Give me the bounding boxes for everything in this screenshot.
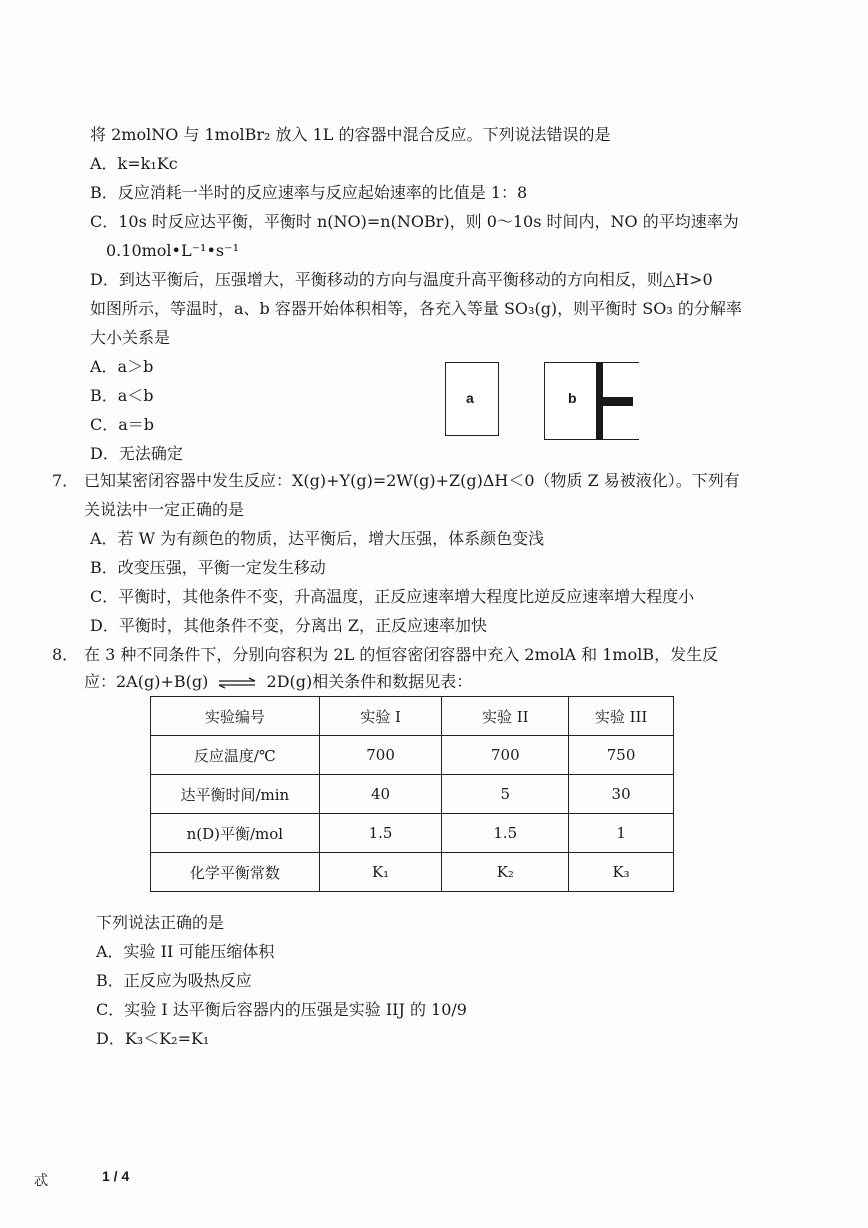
q6-option-a: A．a＞b	[90, 357, 154, 376]
table-cell: 750	[569, 736, 674, 775]
q8-option-a: A．实验 II 可能压缩体积	[96, 942, 275, 961]
q8-option-c: C．实验 I 达平衡后容器内的压强是实验 IIJ 的 10/9	[96, 1000, 467, 1019]
experiment-table	[150, 696, 674, 892]
q8-equation-right: 2D(g)相关条件和数据见表：	[266, 672, 473, 691]
q6-stem-line1: 如图所示，等温时，a、b 容器开始体积相等，各充入等量 SO₃(g)，则平衡时 SO₃ 的分解率	[90, 299, 742, 318]
q6-stem-line2: 大小关系是	[90, 328, 171, 347]
q8-after-table: 下列说法正确的是	[96, 913, 225, 932]
table-header-cell: 实验 I	[319, 697, 442, 736]
q7-number: 7．	[52, 471, 79, 490]
equilibrium-arrow-icon	[217, 677, 257, 689]
table-cell: 700	[442, 736, 569, 775]
q7-option-a: A．若 W 为有颜色的物质，达平衡后，增大压强，体系颜色变浅	[90, 529, 545, 548]
q8-option-d: D．K₃＜K₂=K₁	[96, 1029, 210, 1048]
piston-plate	[596, 362, 603, 440]
question-stem-prev: 将 2molNO 与 1molBr₂ 放入 1L 的容器中混合反应。下列说法错误的是	[90, 125, 611, 144]
q7-option-b: B．改变压强，平衡一定发生移动	[90, 558, 326, 577]
q8-number: 8．	[52, 645, 79, 664]
q6-option-b: B．a＜b	[90, 386, 154, 405]
option-a-prev: A．k=k₁Kc	[90, 154, 178, 173]
table-cell: 反应温度/℃	[151, 736, 320, 775]
q7-stem-line2: 关说法中一定正确的是	[84, 500, 245, 519]
table-header-cell: 实验 II	[442, 697, 569, 736]
option-c-prev-cont: 0.10mol•L⁻¹•s⁻¹	[106, 241, 239, 260]
q7-option-d: D．平衡时，其他条件不变，分离出 Z，正反应速率加快	[90, 616, 488, 635]
table-cell: 5	[442, 775, 569, 814]
table-cell: 1	[569, 814, 674, 853]
footer-mark: 忒	[34, 1172, 48, 1188]
table-row	[151, 736, 674, 775]
page-number: 1 / 4	[102, 1168, 130, 1184]
table-cell: 化学平衡常数	[151, 853, 320, 892]
q7-option-c: C．平衡时，其他条件不变，升高温度，正反应速率增大程度比逆反应速率增大程度小	[90, 587, 695, 606]
table-cell: n(D)平衡/mol	[151, 814, 320, 853]
option-c-prev: C．10s 时反应达平衡，平衡时 n(NO)=n(NOBr)，则 0～10s 时间内，NO 的平均速率为	[90, 212, 739, 231]
table-header-row	[151, 697, 674, 736]
q6-option-d: D．无法确定	[90, 444, 183, 463]
table-cell: 1.5	[319, 814, 442, 853]
piston-rod	[603, 397, 633, 406]
q7-stem-line1: 已知某密闭容器中发生反应：X(g)+Y(g)=2W(g)+Z(g)ΔH＜0（物质 Z 易被液化）。下列有	[84, 471, 740, 490]
table-cell: K₁	[319, 853, 442, 892]
table-header-cell: 实验编号	[151, 697, 320, 736]
table-cell: 1.5	[442, 814, 569, 853]
q8-stem-line2	[84, 671, 472, 693]
table-row	[151, 853, 674, 892]
container-b-label: b	[568, 390, 577, 406]
q8-stem-line1: 在 3 种不同条件下，分别向容积为 2L 的恒容密闭容器中充入 2molA 和 1molB，发生反	[84, 645, 719, 664]
table-row	[151, 814, 674, 853]
table-cell: 700	[319, 736, 442, 775]
table-header-cell: 实验 III	[569, 697, 674, 736]
table-cell: K₃	[569, 853, 674, 892]
q6-option-c: C．a＝b	[90, 415, 155, 434]
table-cell: 40	[319, 775, 442, 814]
option-b-prev: B．反应消耗一半时的反应速率与反应起始速率的比值是 1：8	[90, 183, 528, 202]
q8-option-b: B．正反应为吸热反应	[96, 971, 252, 990]
q8-equation-left: 应：2A(g)+B(g)	[84, 672, 209, 691]
option-d-prev: D．到达平衡后，压强增大，平衡移动的方向与温度升高平衡移动的方向相反，则△H>0	[90, 270, 713, 289]
container-a-label: a	[466, 390, 474, 406]
table-cell: K₂	[442, 853, 569, 892]
table-cell: 30	[569, 775, 674, 814]
table-cell: 达平衡时间/min	[151, 775, 320, 814]
table-row	[151, 775, 674, 814]
